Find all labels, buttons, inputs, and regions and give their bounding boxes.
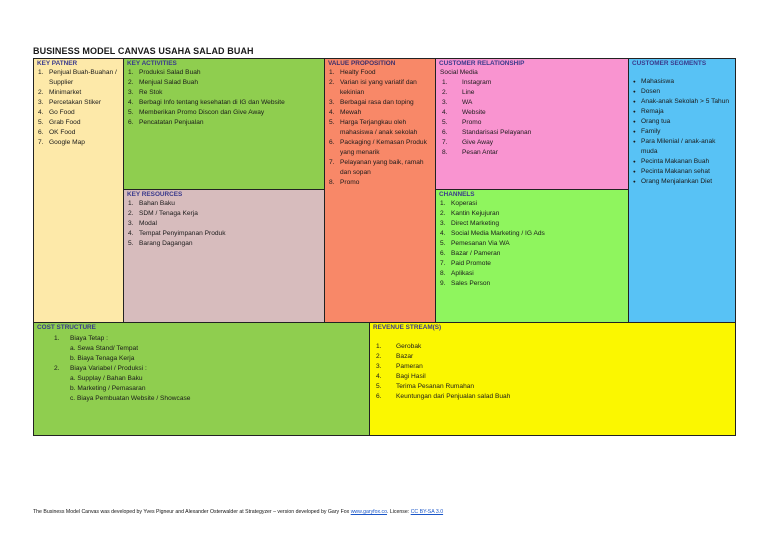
list-item: [325, 108, 432, 118]
cost-structure-list: [34, 334, 369, 404]
cost-structure-header: COST STRUCTURE: [37, 324, 96, 331]
list-item: [124, 209, 321, 219]
list-item-number: 4.: [38, 109, 44, 116]
list-item-text: Terima Pesanan Rumahan: [396, 383, 475, 390]
channels-block: [435, 189, 629, 323]
list-item-text: Give Away: [462, 139, 494, 146]
list-item-number: 2.: [376, 353, 382, 360]
list-item-number: 5.: [38, 119, 44, 126]
footer-link[interactable]: www.garyfox.co: [350, 509, 388, 515]
list-item: [436, 269, 625, 279]
list-item-number: 1.: [128, 69, 134, 76]
list-item-text: Website: [462, 109, 486, 116]
list-item: [436, 279, 625, 289]
list-item: [436, 219, 625, 229]
list-item-number: 1.: [376, 343, 382, 350]
list-item-text: Memberikan Promo Discon dan Give Away: [139, 109, 265, 116]
list-item-text: Harga Terjangkau oleh mahasiswa / anak sekolah: [340, 119, 418, 136]
list-item: [325, 68, 432, 78]
list-item-text: Go Food: [49, 109, 75, 116]
cost-group-title: Biaya Tetap :: [70, 335, 109, 342]
key-resources-list: [124, 199, 324, 249]
list-item-number: 6.: [38, 129, 44, 136]
list-item-text: Modal: [139, 220, 157, 227]
list-item-number: 4.: [128, 99, 134, 106]
list-item-number: 4.: [440, 230, 446, 237]
list-item-text: Sales Person: [451, 280, 491, 287]
list-item-text: Produksi Salad Buah: [139, 69, 201, 76]
list-item: [370, 362, 732, 372]
list-item-number: 3.: [128, 89, 134, 96]
list-item-number: 6.: [442, 129, 448, 136]
list-item-text: SDM / Tenaga Kerja: [139, 210, 198, 217]
revenue-streams-block: [369, 322, 736, 436]
list-item: [325, 78, 432, 98]
list-item-number: 6.: [329, 139, 335, 146]
list-item-number: 3.: [442, 99, 448, 106]
value-proposition-block: [324, 58, 436, 323]
list-item-text: Direct Marketing: [451, 220, 500, 227]
list-item-text: Healty Food: [340, 69, 376, 76]
segment-item: ● Dosen: [629, 87, 732, 97]
cost-sub-item: c. Biaya Pembuatan Website / Showcase: [70, 395, 191, 402]
page-title: BUSINESS MODEL CANVAS USAHA SALAD BUAH: [33, 46, 254, 56]
list-item: [124, 68, 321, 78]
list-item-number: 5.: [442, 119, 448, 126]
list-item: [325, 98, 432, 108]
list-item-text: Pencatatan Penjualan: [139, 119, 204, 126]
list-item-number: 4.: [442, 109, 448, 116]
segment-item: ● Orang Menjalankan Diet: [629, 177, 732, 187]
list-item-number: 4.: [376, 373, 382, 380]
list-item-text: Percetakan Stiker: [49, 99, 102, 106]
list-item: [34, 98, 120, 108]
footer-license-link[interactable]: CC BY-SA 3.0: [410, 509, 444, 515]
key-resources-block: [123, 189, 325, 323]
list-item-text: Kantin Kejujuran: [451, 210, 500, 217]
cost-structure-block: [33, 322, 370, 436]
segment-item: ● Pecinta Makanan sehat: [629, 167, 732, 177]
list-item-text: Social Media Marketing / IG Ads: [451, 230, 545, 237]
list-item-number: 1.: [329, 69, 335, 76]
cost-group-number: 2.: [54, 365, 60, 372]
revenue-streams-list: [370, 342, 735, 402]
list-item-number: 8.: [329, 179, 335, 186]
list-item: [325, 138, 432, 158]
list-item: [436, 138, 625, 148]
segment-item: ● Mahasiswa: [629, 77, 732, 87]
list-item: [436, 249, 625, 259]
segment-item: ● Pecinta Makanan Buah: [629, 157, 732, 167]
list-item-text: Barang Dagangan: [139, 240, 193, 247]
customer-relationship-block: [435, 58, 629, 190]
list-item-text: Grab Food: [49, 119, 81, 126]
cost-group: [34, 364, 369, 374]
list-item-number: 1.: [440, 200, 446, 207]
list-item-number: 7.: [440, 260, 446, 267]
list-item-text: Instagram: [462, 79, 492, 86]
list-item: [436, 259, 625, 269]
list-item-text: Re Stok: [139, 89, 163, 96]
list-item-text: Koperasi: [451, 200, 478, 207]
segment-item: ● Anak-anak Sekolah > 5 Tahun: [629, 97, 732, 107]
list-item-number: 2.: [128, 79, 134, 86]
list-item-text: Bagi Hasil: [396, 373, 426, 380]
list-item-number: 6.: [440, 250, 446, 257]
list-item-text: Varian isi yang variatif dan kekinian: [340, 79, 417, 96]
list-item-number: 2.: [440, 210, 446, 217]
list-item-number: 7.: [442, 139, 448, 146]
list-item-text: Promo: [462, 119, 482, 126]
list-item: [124, 118, 321, 128]
list-item-text: Penjual Buah-Buahan / Supplier: [49, 69, 117, 86]
footer-credit: [33, 509, 443, 515]
list-item-text: Pemesanan Via WA: [451, 240, 510, 247]
list-item: [124, 229, 321, 239]
list-item-text: WA: [462, 99, 473, 106]
customer-segments-list: [629, 77, 735, 187]
segment-item: ● Remaja: [629, 107, 732, 117]
list-item-text: Berbagai rasa dan toping: [340, 99, 414, 106]
list-item-number: 8.: [440, 270, 446, 277]
cost-group-title: Biaya Variabel / Produksi :: [70, 365, 147, 372]
key-activities-header: KEY ACTIVITIES: [127, 60, 177, 67]
list-item-text: Packaging / Kemasan Produk yang menarik: [340, 139, 427, 156]
list-item-text: Aplikasi: [451, 270, 474, 277]
list-item-text: Keuntungan dari Penjualan salad Buah: [396, 393, 511, 400]
list-item: [436, 199, 625, 209]
list-item-text: OK Food: [49, 129, 76, 136]
list-item: [325, 118, 432, 138]
list-item-text: Pelayanan yang baik, ramah dan sopan: [340, 159, 424, 176]
value-proposition-header: VALUE PROPOSITION: [328, 60, 396, 67]
cost-sub-item: b. Marketing / Pemasaran: [70, 385, 146, 392]
key-activities-block: [123, 58, 325, 190]
key-partner-header: KEY PATNER: [37, 60, 78, 67]
list-item-number: 9.: [440, 280, 446, 287]
list-item: [124, 219, 321, 229]
list-item-number: 2.: [442, 89, 448, 96]
list-item: [124, 199, 321, 209]
key-partner-block: [33, 58, 124, 323]
list-item-text: Pesan Antar: [462, 149, 498, 156]
channels-list: [436, 199, 628, 289]
list-item-number: 6.: [128, 119, 134, 126]
list-item-number: 5.: [329, 119, 335, 126]
list-item: [436, 239, 625, 249]
list-item-number: 7.: [329, 159, 335, 166]
list-item: [370, 342, 732, 352]
cost-sub-item: b. Biaya Tenaga Kerja: [70, 355, 135, 362]
list-item: [370, 352, 732, 362]
value-proposition-list: [325, 68, 435, 188]
list-item-number: 3.: [440, 220, 446, 227]
list-item: [370, 392, 732, 402]
list-item-number: 2.: [38, 89, 44, 96]
channels-header: CHANNELS: [439, 191, 475, 198]
list-item: [436, 108, 625, 118]
list-item-text: Line: [462, 89, 475, 96]
list-item: [124, 88, 321, 98]
list-item-number: 2.: [329, 79, 335, 86]
list-item-number: 1.: [128, 200, 134, 207]
revenue-streams-header: REVENUE STREAM(S): [373, 324, 442, 331]
list-item: [370, 382, 732, 392]
customer-segments-header: CUSTOMER SEGMENTS: [632, 60, 707, 67]
list-item-number: 6.: [376, 393, 382, 400]
list-item: [436, 148, 625, 158]
list-item-number: 5.: [128, 109, 134, 116]
list-item-text: Gerobak: [396, 343, 422, 350]
list-item-text: Bazar: [396, 353, 414, 360]
list-item-number: 5.: [376, 383, 382, 390]
footer-license-label: . License:: [387, 509, 410, 515]
list-item: [34, 88, 120, 98]
list-item-text: Pameran: [396, 363, 423, 370]
list-item-text: Standarisasi Pelayanan: [462, 129, 532, 136]
list-item-number: 1.: [442, 79, 448, 86]
key-partner-list: [34, 68, 123, 148]
segment-item: ● Family: [629, 127, 732, 137]
list-item: [34, 68, 120, 88]
list-item-number: 5.: [128, 240, 134, 247]
list-item: [325, 158, 432, 178]
customer-segments-block: [628, 58, 736, 323]
customer-relationship-list: [436, 78, 628, 158]
footer-text: The Business Model Canvas was developed by Yves Pigneur and Alexander Osterwalder at Strategyzer – version developed by Gary Fox: [33, 509, 350, 515]
cost-group-number: 1.: [54, 335, 60, 342]
list-item-number: 3.: [38, 99, 44, 106]
list-item-text: Bazar / Pameran: [451, 250, 501, 257]
list-item: [436, 209, 625, 219]
key-resources-header: KEY RESOURCES: [127, 191, 183, 198]
list-item-text: Tempat Penyimpanan Produk: [139, 230, 226, 237]
list-item: [34, 128, 120, 138]
list-item-text: Bahan Baku: [139, 200, 175, 207]
list-item-text: Menjual Salad Buah: [139, 79, 199, 86]
list-item: [436, 118, 625, 128]
customer-relationship-subtitle: Social Media: [440, 69, 478, 76]
list-item-number: 7.: [38, 139, 44, 146]
list-item-number: 2.: [128, 210, 134, 217]
list-item-number: 8.: [442, 149, 448, 156]
list-item: [436, 98, 625, 108]
list-item: [370, 372, 732, 382]
customer-relationship-header: CUSTOMER RELATIONSHIP: [439, 60, 525, 67]
segment-item: ● Para Milenial / anak-anak muda: [629, 137, 732, 157]
list-item-number: 3.: [329, 99, 335, 106]
list-item-number: 5.: [440, 240, 446, 247]
cost-group: [34, 334, 369, 344]
list-item: [34, 118, 120, 128]
key-activities-list: [124, 68, 324, 128]
list-item-text: Berbagi Info tentang kesehatan di IG dan Website: [139, 99, 285, 106]
list-item-number: 4.: [128, 230, 134, 237]
list-item: [325, 178, 432, 188]
list-item-text: Google Map: [49, 139, 85, 146]
list-item-text: Paid Promote: [451, 260, 491, 267]
list-item: [34, 138, 120, 148]
list-item-text: Mewah: [340, 109, 362, 116]
list-item: [124, 239, 321, 249]
list-item-number: 1.: [38, 69, 44, 76]
segment-item: ● Orang tua: [629, 117, 732, 127]
list-item-number: 4.: [329, 109, 335, 116]
list-item: [124, 78, 321, 88]
cost-sub-item: a. Sewa Stand/ Tempat: [70, 345, 139, 352]
list-item-text: Promo: [340, 179, 360, 186]
cost-sub-item: a. Supplay / Bahan Baku: [70, 375, 143, 382]
list-item: [436, 78, 625, 88]
list-item: [124, 98, 321, 108]
list-item-number: 3.: [376, 363, 382, 370]
list-item: [436, 229, 625, 239]
list-item: [436, 88, 625, 98]
list-item-text: Minimarket: [49, 89, 82, 96]
list-item: [34, 108, 120, 118]
list-item: [124, 108, 321, 118]
list-item-number: 3.: [128, 220, 134, 227]
list-item: [436, 128, 625, 138]
